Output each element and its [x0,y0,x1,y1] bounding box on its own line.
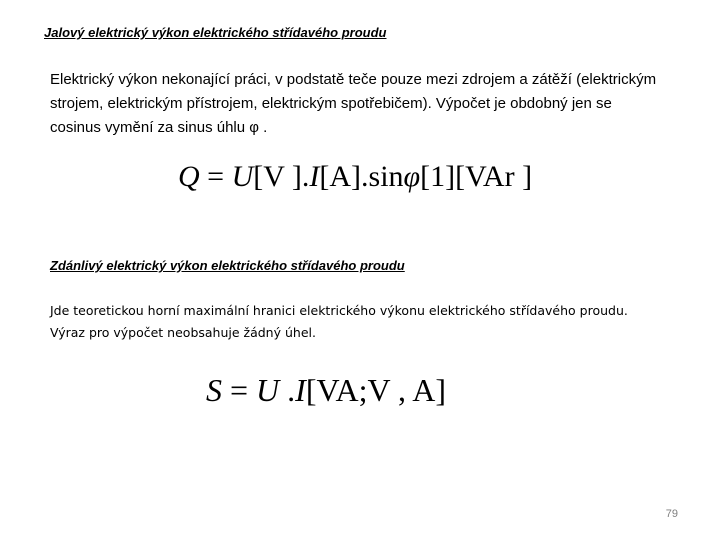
reactive-power-description: Elektrický výkon nekonající práci, v podstatě teče pouze mezi zdrojem a zátěží (elektrickým strojem, elektrickým přístrojem, elektrickým spotřebičem). Výpočet je obdobný jen se cosinus vymění za sinus úhlu φ . [50,71,657,136]
reactive-power-heading: Jalový elektrický výkon elektrického střídavého proudu [44,25,387,40]
formula-unit-var: [VAr ] [455,160,533,193]
formula-equals: = [199,160,232,193]
formula-unit-v: [V ] [253,160,302,193]
formula-units: [VA;V , A] [305,372,446,408]
formula-dot: . [301,160,310,193]
formula-u: U [256,372,280,408]
reactive-power-formula [178,160,532,194]
formula-i: I [309,160,320,193]
formula-dot: . [279,372,296,408]
formula-u: U [231,160,254,193]
formula-unit-a: [A] [319,160,362,193]
formula-one: [1] [420,160,456,193]
formula-phi: φ [403,160,421,193]
apparent-power-formula [206,372,446,409]
apparent-power-description: Jde teoretickou horní maximální hranici elektrického výkonu elektrického střídavého proudu. Výraz pro výpočet neobsahuje žádný úhel. [50,303,628,340]
formula-i: I [295,372,306,408]
formula-sin: .sin [361,160,404,193]
formula-q: Q [178,160,200,193]
formula-equals: = [222,372,257,408]
formula-s: S [206,372,222,408]
page-number: 79 [665,508,678,520]
apparent-power-heading: Zdánlivý elektrický výkon elektrického střídavého proudu [50,258,405,273]
